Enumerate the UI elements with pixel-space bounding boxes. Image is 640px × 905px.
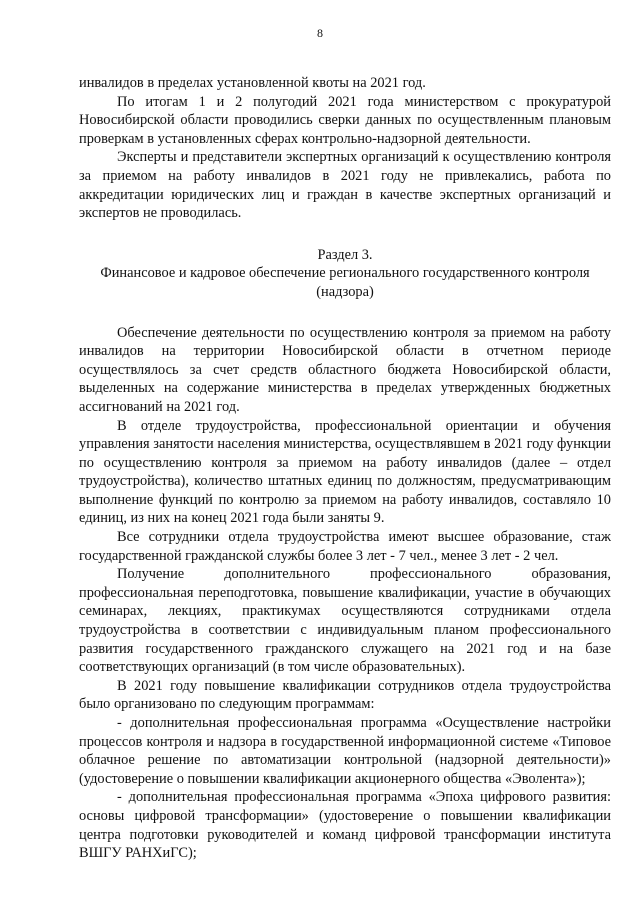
section-number: Раздел 3. bbox=[317, 246, 373, 263]
paragraph-reconciliation: По итогам 1 и 2 полугодий 2021 года министерством с прокуратурой Новосибирской области проводились сверки данных по осуществленным плановым проверкам в установленных сферах контрольно-надзорной деятельности. bbox=[79, 93, 611, 147]
paragraph-education: Все сотрудники отдела трудоустройства имеют высшее образование, стаж государственной гражданской службы более 3 лет - 7 чел., менее 3 лет - 2 чел. bbox=[79, 529, 611, 564]
section-header bbox=[79, 246, 611, 302]
paragraph-staffing: В отделе трудоустройства, профессиональной ориентации и обучения управления занятости населения министерства, осуществлявшем в 2021 году функции по осуществлению контроля за приемом на работу инвалидов (далее – отдел трудоустройства), количество штатных единиц по должностям, предусматривающим выполнение функций по контролю за приемом на работу инвалидов, составляло 10 единиц, из них на конец 2021 года были заняты 9. bbox=[79, 417, 611, 527]
paragraph-funding: Обеспечение деятельности по осуществлению контроля за приемом на работу инвалидов на территории Новосибирской области в отчетном периоде осуществлялось за счет средств областного бюджета Новосибирской области, выделенных на содержание министерства в пределах утвержденных бюджетных ассигнований на 2021 год. bbox=[79, 324, 611, 415]
paragraph-professional-development: Получение дополнительного профессионального образования, профессиональная переподготовка, повышение квалификации, участие в обучающих семинарах, лекциях, практикумах осуществляются сотрудниками отдела трудоустройства в соответствии с индивидуальным планом профессионального развития государственного гражданского служащего на 2021 год и на базе соответствующих организаций (в том числе образовательных). bbox=[79, 566, 611, 676]
page-content bbox=[79, 74, 611, 863]
list-item-program-evolenta: - дополнительная профессиональная программа «Осуществление настройки процессов контроля и надзора в государственной информационной системе «Типовое облачное решение по автоматизации контрольной (надзорной деятельности)» (удостоверение о повышении квалификации акционерного общества «Эволента»); bbox=[79, 715, 611, 787]
list-item-program-digital-era: - дополнительная профессиональная программа «Эпоха цифрового развития: основы цифровой трансформации» (удостоверение о повышении квалификации центра подготовки руководителей и команд цифровой трансформации института ВШГУ РАНХиГС); bbox=[79, 789, 611, 862]
paragraph-continuation: инвалидов в пределах установленной квоты на 2021 год. bbox=[79, 75, 426, 91]
paragraph-experts: Эксперты и представители экспертных организаций к осуществлению контроля за приемом на работу инвалидов в 2021 году не привлекались, работа по аккредитации юридических лиц и граждан в качестве экспертных организаций и экспертов не проводилась. bbox=[79, 149, 611, 222]
page-number: 8 bbox=[317, 26, 323, 40]
section-title: Финансовое и кадровое обеспечение регионального государственного контроля (надзора) bbox=[100, 265, 590, 300]
paragraph-training-intro: В 2021 году повышение квалификации сотрудников отдела трудоустройства было организовано по следующим программам: bbox=[79, 677, 611, 713]
